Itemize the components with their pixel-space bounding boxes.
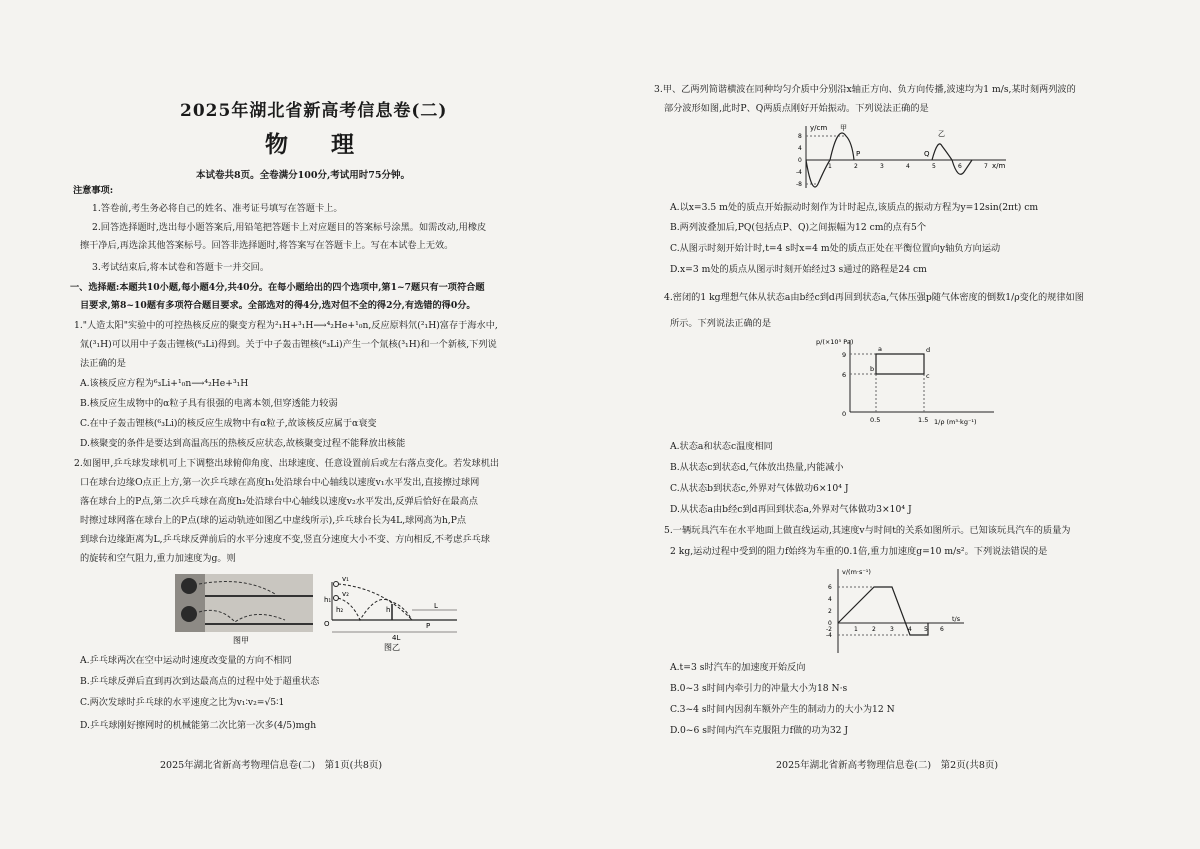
q1-stem-1: 1."人造太阳"实验中的可控热核反应的聚变方程为²₁H+³₁H⟶⁴₂He+¹₀n,反应原料氘(²₁H)富存于海水中, <box>74 320 498 331</box>
vt-curve <box>838 587 928 635</box>
q2-option-d: D.乒乓球刚好擦网时的机械能第二次比第一次多(4/5)mgh <box>80 720 317 731</box>
fig-v2: v₂ <box>342 590 349 598</box>
q1-option-b: B.核反应生成物中的α粒子具有很强的电离本领,但穿透能力较弱 <box>80 398 338 409</box>
q3-xlabel: x/m <box>992 162 1006 170</box>
fig-4l: 4L <box>392 634 401 642</box>
q3-wave-figure <box>796 122 1016 192</box>
fig-p: P <box>426 622 431 630</box>
q1-option-c: C.在中子轰击锂核(⁶₃Li)的核反应生成物中有α粒子,故该核反应属于α衰变 <box>80 418 377 429</box>
q5-stem-1: 5.一辆玩具汽车在水平地面上做直线运动,其速度v与时间t的关系如图所示。已知该玩具汽车的质量为 <box>664 525 1071 536</box>
q5-xtick-5: 5 <box>924 626 928 633</box>
q3-ylabel: y/cm <box>810 124 828 132</box>
fig-v1: v₁ <box>342 575 349 583</box>
q3-xtick-3: 3 <box>880 163 884 170</box>
fig-l: L <box>434 602 438 610</box>
q3-ytick-n8: -8 <box>796 181 802 188</box>
q4-option-b: B.从状态c到状态d,气体放出热量,内能减小 <box>670 462 844 473</box>
fig-jia-label: 图甲 <box>233 636 249 645</box>
q5-xtick-6: 6 <box>940 626 944 633</box>
q5-xtick-1: 1 <box>854 626 858 633</box>
right-footer: 2025年湖北省新高考物理信息卷(二) 第2页(共8页) <box>776 760 999 771</box>
q4-state-c: c <box>926 372 930 380</box>
q2-stem-1: 2.如图甲,乒乓球发球机可上下调整出球俯仰角度、出球速度、任意设置前后或左右落点变化。若发球机出 <box>74 458 500 469</box>
q2-stem-2: 口在球台边缘O点正上方,第一次乒乓球在高度h₁处沿球台中心轴线以速度v₁水平发出,直接擦过球网 <box>80 477 480 488</box>
subject-title: 物 理 <box>265 131 364 158</box>
q3-ytick-n4: -4 <box>796 169 802 176</box>
q3-xtick-6: 6 <box>958 163 962 170</box>
q4-x05: 0.5 <box>870 416 881 424</box>
q4-stem-1: 4.密闭的1 kg理想气体从状态a由b经c到d再回到状态a,气体压强p随气体密度的倒数1/ρ变化的规律如图 <box>664 292 1084 303</box>
q4-state-a: a <box>878 345 882 353</box>
q5-ylabel: v/(m·s⁻¹) <box>842 568 871 576</box>
q3-xtick-1: 1 <box>828 163 832 170</box>
cycle-path <box>876 354 924 374</box>
section-header: 一、选择题:本题共10小题,每小题4分,共40分。在每小题给出的四个选项中,第1~7题只有一项符合题 <box>70 282 485 293</box>
q4-origin: 0 <box>842 410 847 418</box>
q5-xlabel: t/s <box>952 615 961 623</box>
q3-stem-2: 部分波形如图,此时P、Q两质点刚好开始振动。下列说法正确的是 <box>664 103 929 114</box>
q3-label-p: P <box>856 150 861 158</box>
q2-figure-jia <box>175 572 315 647</box>
q3-label-q: Q <box>924 150 930 158</box>
notice-2: 2.回答选择题时,选出每小题答案后,用铅笔把答题卡上对应题目的答案标号涂黑。如需改动,用橡皮 <box>92 222 487 233</box>
q5-ytick-0: 0 <box>828 620 832 627</box>
notice-2b: 擦干净后,再选涂其他答案标号。回答非选择题时,将答案写在答题卡上。写在本试卷上无效。 <box>80 240 454 251</box>
q5-vt-figure <box>824 565 974 655</box>
fig-h: h <box>386 606 391 614</box>
q4-state-d: d <box>926 346 931 354</box>
q4-x15: 1.5 <box>918 416 929 424</box>
exam-title: 2025年湖北省新高考信息卷(二) <box>180 101 448 121</box>
right-page <box>600 0 1200 849</box>
q5-xtick-4: 4 <box>908 626 912 633</box>
q1-stem-3: 法正确的是 <box>80 358 126 369</box>
notice-3: 3.考试结束后,将本试卷和答题卡一并交回。 <box>92 262 270 273</box>
wave-yi <box>932 144 972 174</box>
q3-option-d: D.x=3 m处的质点从图示时刻开始经过3 s通过的路程是24 cm <box>670 264 927 275</box>
q3-ytick-0: 0 <box>798 157 802 164</box>
q1-stem-2: 氚(³₁H)可以用中子轰击锂核(⁶₃Li)得到。关于中子轰击锂核(⁶₃Li)产生一个氚核(³₁H)和一个新核,下列说 <box>80 339 497 350</box>
q2-option-b: B.乒乓球反弹后直到再次到达最高点的过程中处于超重状态 <box>80 676 320 687</box>
left-footer: 2025年湖北省新高考物理信息卷(二) 第1页(共8页) <box>160 760 383 771</box>
q5-xtick-2: 2 <box>872 626 876 633</box>
q4-stem-2: 所示。下列说法正确的是 <box>670 318 772 329</box>
notice-1: 1.答卷前,考生务必将自己的姓名、准考证号填写在答题卡上。 <box>92 203 343 214</box>
q3-xtick-2: 2 <box>854 163 858 170</box>
q3-xtick-5: 5 <box>932 163 936 170</box>
q5-ytick-n4: -4 <box>826 632 832 639</box>
q5-ytick-2: 2 <box>828 608 832 615</box>
q5-xtick-3: 3 <box>890 626 894 633</box>
q4-ylabel: p/(×10⁵ Pa) <box>816 338 854 346</box>
q3-ytick-8: 8 <box>798 133 802 140</box>
q5-ytick-6: 6 <box>828 584 832 591</box>
q3-option-c: C.从图示时刻开始计时,t=4 s时x=4 m处的质点正处在平衡位置向y轴负方向运动 <box>670 243 1001 254</box>
exam-info: 本试卷共8页。全卷满分100分,考试用时75分钟。 <box>196 170 410 181</box>
q2-figure-yi <box>322 572 462 652</box>
q5-option-d: D.0~6 s时间内汽车克服阻力f做的功为32 J <box>670 725 849 736</box>
q3-stem-1: 3.甲、乙两列简谐横波在同种均匀介质中分别沿x轴正方向、负方向传播,波速均为1 m/s,某时刻两列波的 <box>654 84 1076 95</box>
q4-y9: 9 <box>842 351 847 359</box>
q3-xtick-7: 7 <box>984 163 988 170</box>
notice-heading: 注意事项: <box>73 185 114 196</box>
launcher-top <box>181 578 197 594</box>
q2-stem-6: 的旋转和空气阻力,重力加速度为g。则 <box>80 553 236 564</box>
q2-stem-4: 时擦过球网落在球台上的P点(球的运动轨迹如图乙中虚线所示),乒乓球台长为4L,球网高为h,P点 <box>80 515 467 526</box>
q3-label-yi: 乙 <box>938 130 945 138</box>
q2-option-c: C.两次发球时乒乓球的水平速度之比为v₁∶v₂=√5∶1 <box>80 697 285 708</box>
q4-state-b: b <box>870 365 875 373</box>
q4-option-a: A.状态a和状态c温度相同 <box>670 441 773 452</box>
q3-option-b: B.两列波叠加后,PQ(包括点P、Q)之间振幅为12 cm的点有5个 <box>670 222 927 233</box>
q5-option-c: C.3~4 s时间内因刹车额外产生的制动力的大小为12 N <box>670 704 895 715</box>
q1-option-a: A.该核反应方程为⁶₃Li+¹₀n⟶⁴₂He+³₁H <box>80 378 249 389</box>
q2-stem-5: 到球台边缘距离为L,乒乓球反弹前后的水平分速度不变,竖直分速度大小不变、方向相反,不考虑乒乓球 <box>80 534 490 545</box>
fig-h2: h₂ <box>336 606 344 614</box>
launcher-bottom <box>181 606 197 622</box>
q2-option-a: A.乒乓球两次在空中运动时速度改变量的方向不相同 <box>80 655 292 666</box>
q4-pv-figure <box>814 336 1004 431</box>
q5-option-a: A.t=3 s时汽车的加速度开始反向 <box>670 662 806 673</box>
section-header-2: 目要求,第8~10题有多项符合题目要求。全部选对的得4分,选对但不全的得2分,有选错的得0分。 <box>80 300 476 311</box>
q4-option-d: D.从状态a由b经c到d再回到状态a,外界对气体做功3×10⁴ J <box>670 504 912 515</box>
fig-o: O <box>324 620 330 628</box>
q3-option-a: A.以x=3.5 m处的质点开始振动时刻作为计时起点,该质点的振动方程为y=12sin(2πt) cm <box>670 202 1039 213</box>
q4-xlabel: 1/ρ (m³·kg⁻¹) <box>934 418 977 426</box>
q3-label-jia: 甲 <box>840 124 847 132</box>
q5-ytick-4: 4 <box>828 596 832 603</box>
q3-xtick-4: 4 <box>906 163 910 170</box>
q2-stem-3: 落在球台上的P点,第二次乒乓球在高度h₂处沿球台中心轴线以速度v₂水平发出,反弹后恰好在最高点 <box>80 496 478 507</box>
q4-y6: 6 <box>842 371 847 379</box>
q5-ytick-n2: -2 <box>826 626 832 633</box>
fig-yi-label: 图乙 <box>384 643 400 652</box>
q3-ytick-4: 4 <box>798 145 802 152</box>
fig-h1: h₁ <box>324 596 332 604</box>
q4-option-c: C.从状态b到状态c,外界对气体做功6×10⁴ J <box>670 483 849 494</box>
q5-option-b: B.0~3 s时间内牵引力的冲量大小为18 N·s <box>670 683 848 694</box>
q5-stem-2: 2 kg,运动过程中受到的阻力f始终为车重的0.1倍,重力加速度g=10 m/s²。下列说法错误的是 <box>670 546 1048 557</box>
q1-option-d: D.核聚变的条件是要达到高温高压的热核反应状态,故核聚变过程不能释放出核能 <box>80 438 406 449</box>
